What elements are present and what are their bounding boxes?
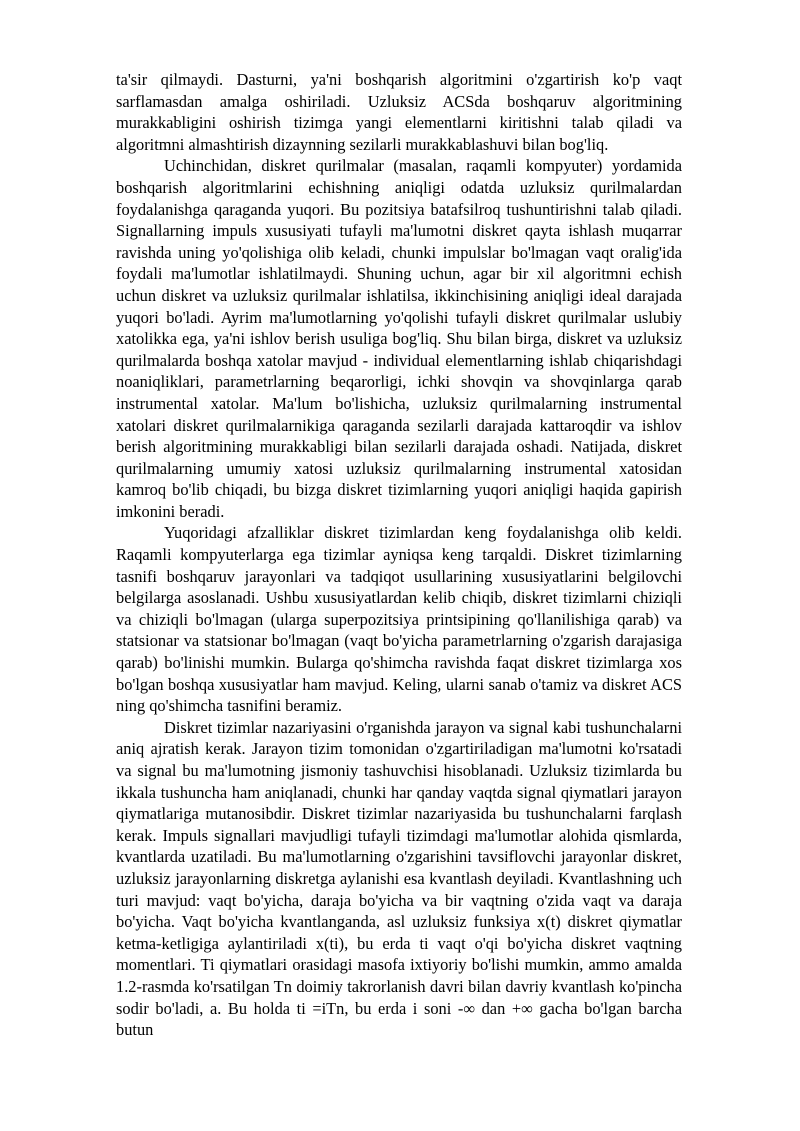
paragraph-continuation: ta'sir qilmaydi. Dasturni, ya'ni boshqarish algoritmini o'zgartirish ko'p vaqt sarflamasdan amalga oshiriladi. Uzluksiz ACSda boshqaruv algoritmining murakkabligini oshirish tizimga yangi elementlarni kiritishni talab qiladi va algoritmni almashtirish dizaynning sezilarli murakkablashuvi bilan bog'liq. [116,70,682,154]
paragraph-thirdly-accuracy: Uchinchidan, diskret qurilmalar (masalan, raqamli kompyuter) yordamida boshqarish algoritmlarini echishning aniqligi odatda uzluksiz qurilmalardan foydalanishga qaraganda yuqori. Bu pozitsiya batafsilroq tushuntirishni talab qiladi. Signallarning impuls xususiyati tufayli ma'lumotni diskret qayta ishlash muqarrar ravishda uning yo'qolishiga olib keladi, chunki impulslar bo'lmagan vaqt oralig'ida foydali ma'lumotlar ishlatilmaydi. Shuning uchun, agar bir xil algoritmni echish uchun diskret va uzluksiz qurilmalar ishlatilsa, ikkinchisining aniqligi ideal darajada yuqori bo'ladi. Ayrim ma'lumotlarning yo'qolishi tufayli diskret qurilmalar uslubiy xatolikka ega, ya'ni ishlov berish usuliga bog'liq. Shu bilan birga, diskret va uzluksiz qurilmalarda boshqa xatolar mavjud - individual elementlarning ishlab chiqarishdagi noaniqliklari, parametrlarning beqarorligi, ichki shovqin va shovqinlarga qarab instrumental xatolar. Ma'lum bo'lishicha, uzluksiz qurilmalarning instrumental xatolari diskret qurilmalarnikiga qaraganda sezilarli darajada kattaroqdir va ishlov berish algoritmining murakkabligi bilan sezilarli darajada oshadi. Natijada, diskret qurilmalarning umumiy xatosi uzluksiz qurilmalarning instrumental xatosidan kamroq bo'lib chiqadi, bu bizga diskret tizimlarning yuqori aniqligi haqida gapirish imkonini beradi. [116,156,682,521]
paragraph-advantages-classification: Yuqoridagi afzalliklar diskret tizimlardan keng foydalanishga olib keldi. Raqamli kompyuterlarga ega tizimlar ayniqsa keng tarqaldi. Diskret tizimlarning tasnifi boshqaruv jarayonlari va tadqiqot usullarining xususiyatlarini belgilovchi belgilarga asoslanadi. Ushbu xususiyatlardan kelib chiqib, diskret tizimlarni chiziqli va chiziqli bo'lmagan (ularga superpozitsiya printsipining qo'llanilishiga qarab) va statsionar va statsionar bo'lmagan (vaqt bo'yicha parametrlarning o'zgarish darajasiga qarab) bo'linishi mumkin. Bularga qo'shimcha ravishda faqat diskret tizimlarga xos bo'lgan boshqa xususiyatlar ham mavjud. Keling, ularni sanab o'tamiz va diskret ACS ning qo'shimcha tasnifini beramiz. [116,523,682,716]
document-page [116,69,682,1041]
paragraph-process-and-signal: Diskret tizimlar nazariyasini o'rganishda jarayon va signal kabi tushunchalarni aniq ajratish kerak. Jarayon tizim tomonidan o'zgartiriladigan ma'lumotni ko'rsatadi va signal bu ma'lumotning jismoniy tashuvchisi hisoblanadi. Uzluksiz tizimlarda bu ikkala tushuncha ham aniqlanadi, chunki har qanday vaqtda signal qiymatlari jarayon qiymatlariga mutanosibdir. Diskret tizimlar nazariyasida bu tushunchalarni farqlash kerak. Impuls signallari mavjudligi tufayli tizimdagi ma'lumotlar alohida qismlarda, kvantlarda uzatiladi. Bu ma'lumotlarning o'zgarishini tavsiflovchi jarayonlar diskret, uzluksiz jarayonlarning diskretga aylanishi esa kvantlash deyiladi. Kvantlashning uch turi mavjud: vaqt bo'yicha, daraja bo'yicha va bir vaqtning o'zida vaqt va daraja bo'yicha. Vaqt bo'yicha kvantlanganda, asl uzluksiz funksiya x(t) diskret qiymatlar ketma-ketligiga aylantiriladi x(ti), bu erda ti vaqt o'qi bo'yicha diskret vaqtning momentlari. Ti qiymatlari orasidagi masofa ixtiyoriy bo'lishi mumkin, ammo amalda 1.2-rasmda ko'rsatilgan Tn doimiy takrorlanish davri bilan davriy kvantlash ko'pincha sodir bo'ladi, a. Bu holda ti =iTn, bu erda i soni -∞ dan +∞ gacha bo'lgan barcha butun [116,717,682,1040]
